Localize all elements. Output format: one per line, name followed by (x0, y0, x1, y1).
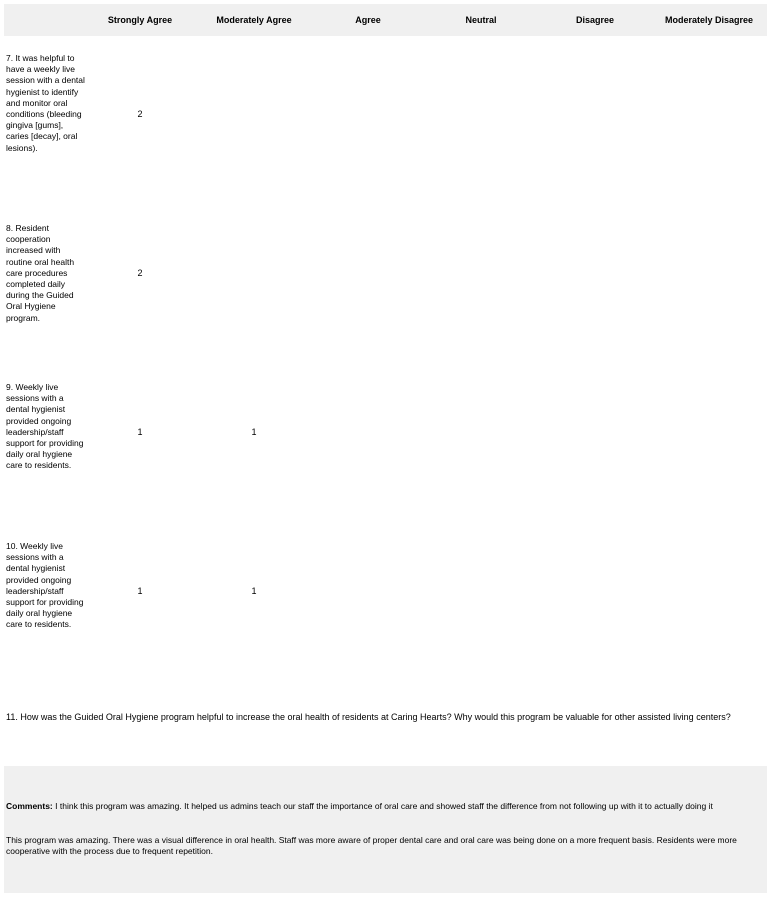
comments-label: Comments: (6, 801, 53, 811)
column-strongly-agree: Strongly Agree (107, 15, 173, 25)
comment-1-text: I think this program was amazing. It helped us admins teach our staff the importance of oral care and showed staff the difference from not following up with it to actually doing it (55, 801, 713, 811)
column-agree: Agree (355, 15, 381, 25)
question-8-strongly-agree-count: 2 (137, 268, 143, 278)
question-7-text: 7. It was helpful to have a weekly live session with a dental hygienist to identify and monitor oral conditions (bleeding gingiva [gums], caries [decay], oral lesions). (6, 53, 85, 153)
column-moderately-disagree: Moderately Disagree (664, 15, 754, 25)
question-10-text: 10. Weekly live sessions with a dental hygienist provided ongoing leadership/staff support for providing daily oral hygiene care to residents. (6, 541, 84, 630)
question-9-strongly-agree-count: 1 (137, 427, 143, 437)
question-8-text: 8. Resident cooperation increased with routine oral health care procedures completed daily during the Guided Oral Hygiene program. (6, 223, 75, 323)
question-9-moderately-agree-count: 1 (251, 427, 257, 437)
question-10-strongly-agree-count: 1 (137, 586, 143, 596)
column-neutral: Neutral (465, 15, 497, 25)
question-9-text: 9. Weekly live sessions with a dental hygienist provided ongoing leadership/staff support for providing daily oral hygiene care to residents. (6, 382, 84, 471)
comment-2-text: This program was amazing. There was a visual difference in oral health. Staff was more aware of proper dental care and oral care was being done on a more frequent basis. Residents were more cooperative with the process due to frequent repetition. (6, 835, 737, 856)
question-11-text: 11. How was the Guided Oral Hygiene program helpful to increase the oral health of residents at Caring Hearts? Why would this program be valuable for other assisted living centers? (6, 712, 731, 722)
column-moderately-agree: Moderately Agree (216, 15, 292, 25)
comment-1 (6, 801, 751, 812)
comments-section (4, 766, 767, 893)
column-disagree: Disagree (575, 15, 615, 25)
question-10-moderately-agree-count: 1 (251, 586, 257, 596)
question-7-strongly-agree-count: 2 (137, 109, 143, 119)
